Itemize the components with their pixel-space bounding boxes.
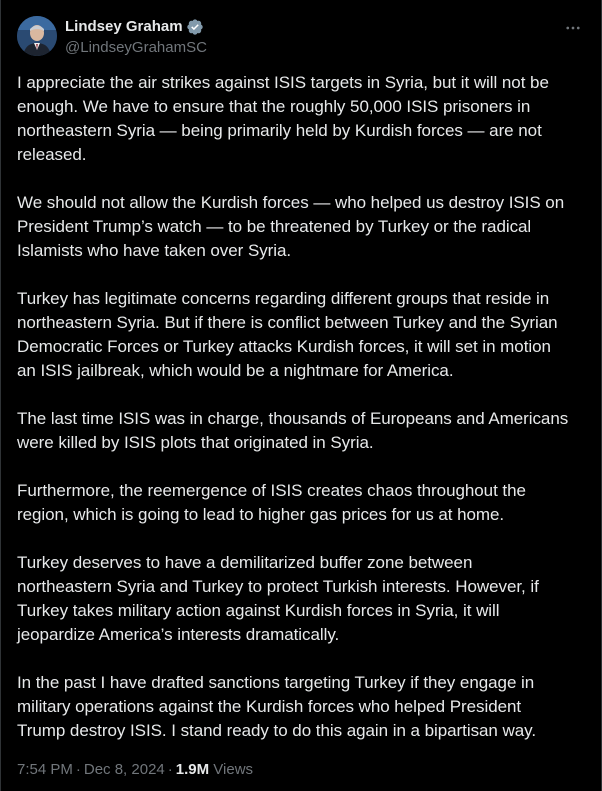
tweet-line: were killed by ISIS plots that originated in Syria. [17,433,374,452]
tweet-line: Furthermore, the reemergence of ISIS creates chaos throughout the [17,481,526,500]
tweet-paragraph [17,287,587,383]
tweet-paragraph [17,479,587,527]
tweet-line: northeastern Syria. But if there is conflict between Turkey and the Syrian [17,313,558,332]
views-count: 1.9M [175,761,210,778]
handle[interactable]: @LindseyGrahamSC [65,39,207,56]
tweet-time: 7:54 PM [17,761,73,778]
tweet-paragraph [17,407,587,455]
tweet-line: I appreciate the air strikes against ISIS targets in Syria, but it will not be [17,73,549,92]
tweet-paragraph [17,551,587,647]
tweet-line: The last time ISIS was in charge, thousands of Europeans and Americans [17,409,569,428]
tweet-line: Democratic Forces or Turkey attacks Kurdish forces, it will set in motion [17,337,551,356]
tweet-line: region, which is going to lead to higher gas prices for us at home. [17,505,505,524]
display-name-row [65,17,207,37]
tweet-line: Turkey takes military action against Kurdish forces in Syria, it will [17,601,500,620]
tweet-line: enough. We have to ensure that the roughly 50,000 ISIS prisoners in [17,97,531,116]
tweet-line: Turkey deserves to have a demilitarized buffer zone between [17,553,473,572]
tweet-text [17,71,587,767]
verified-badge-icon[interactable] [186,18,204,36]
tweet-line: We should not allow the Kurdish forces — who helped us destroy ISIS on [17,193,565,212]
tweet-line: President Trump’s watch — to be threatened by Turkey or the radical [17,217,532,236]
profile-photo-icon [17,16,57,56]
tweet-line: jeopardize America’s interests dramatically. [17,625,340,644]
tweet-meta [17,760,253,780]
meta-separator: · [167,761,173,778]
tweet-line: released. [17,145,87,164]
tweet-paragraph [17,191,587,263]
tweet-paragraph [17,671,587,743]
avatar[interactable] [17,16,57,56]
tweet-line: Islamists who have taken over Syria. [17,241,292,260]
tweet-line: northeastern Syria — being primarily held by Kurdish forces — are not [17,121,542,140]
more-horizontal-icon [564,19,582,37]
display-name[interactable]: Lindsey Graham [65,18,183,35]
tweet-paragraph [17,71,587,167]
tweet-line: northeastern Syria and Turkey to protect Turkish interests. However, if [17,577,539,596]
meta-separator: · [75,761,81,778]
timestamp-link[interactable] [17,761,165,778]
tweet-date: Dec 8, 2024 [83,761,165,778]
tweet-line: Trump destroy ISIS. I stand ready to do this again in a bipartisan way. [17,721,536,740]
tweet-line: military operations against the Kurdish forces who helped President [17,697,522,716]
tweet-line: In the past I have drafted sanctions targeting Turkey if they engage in [17,673,535,692]
tweet-header [17,14,585,58]
views-label: Views [213,761,254,778]
more-options-button[interactable] [561,16,585,40]
tweet-line: Turkey has legitimate concerns regarding different groups that reside in [17,289,550,308]
author-names [65,17,207,58]
tweet-line: an ISIS jailbreak, which would be a nightmare for America. [17,361,454,380]
